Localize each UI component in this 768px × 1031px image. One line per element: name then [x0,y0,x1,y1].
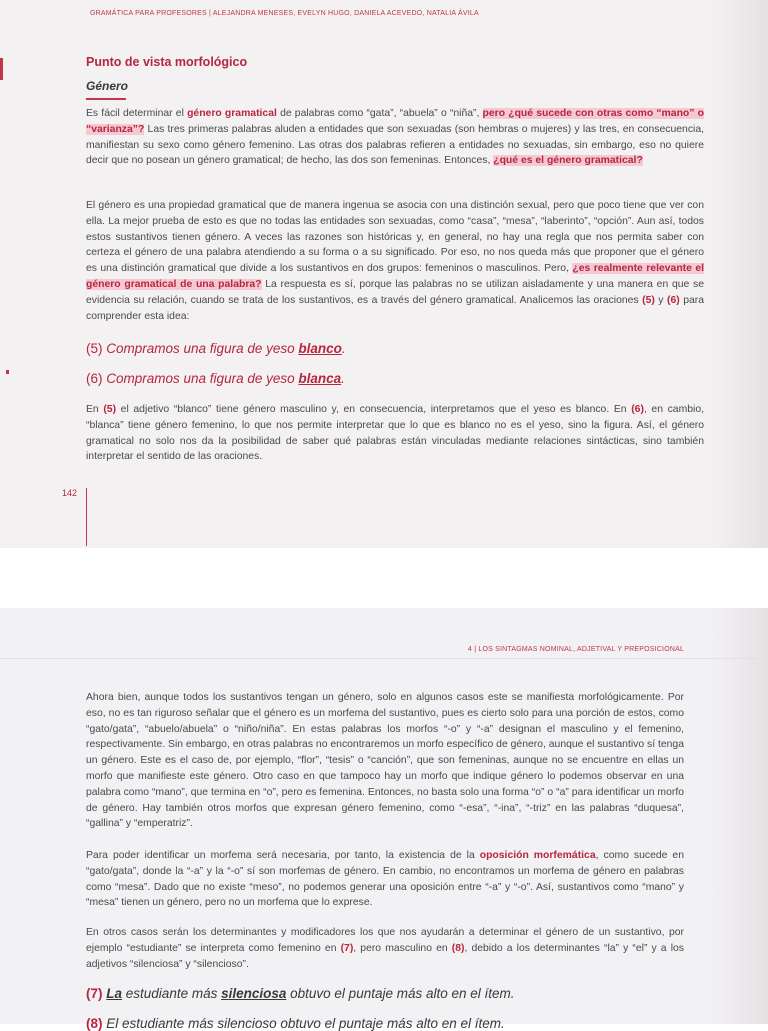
example-7: (7) La estudiante más silenciosa obtuvo el puntaje más alto en el ítem. [86,986,515,1001]
page-edge-shadow [712,608,768,1024]
page-number-rule [86,488,87,546]
highlighted-question: ¿qué es el género gramatical? [493,155,643,167]
paragraph-opposition: Para poder identificar un morfema será necesaria, por tanto, la existencia de la oposición morfemática, como sucede en “gato/gata”, donde la “-a” y la “-o” sí son morfemas de género. En cambio, no encontramos un morfema de género en palabras como “mesa”. Dado que no existe “meso”, no podemos generar una oposición entre “-a” y “-o”. Así, sustantivos como “mano” y “mesa” tienen un género, pero no un morfema que lo exprese. [86,850,684,909]
section-title: Punto de vista morfológico [86,55,248,69]
example-6: (6) Compramos una figura de yeso blanca. [86,371,345,386]
margin-mark [6,370,9,374]
header-rule [0,658,768,659]
section-tab-marker [0,58,3,80]
highlighted-question: ¿es realmente relevante el género gramatical de una palabra? [86,263,704,290]
paragraph-morphology: Ahora bien, aunque todos los sustantivos tengan un género, solo en algunos casos este se manifiesta morfológicamente. Por eso, no es tan riguroso señalar que el género es un morfema del sustantivo, pues es cierto solo para una porción de estos, como “gato/gata”, “abuelo/abuela” o “niño/niña”. En estas palabras los morfos “-o” y “-a” designan el masculino y el femenino, respectivamente. Sin embargo, en otras palabras no encontraremos un morfo específico de género, aunque el sustantivo sí tenga un género. Este es el caso de, por ejemplo, “flor”, “tesis” o “canción”, que son femeninas, aunque no se encuentre en ellas un morfo que manifieste este género. Otro caso en que tampoco hay un morfo que indique género lo podemos observar en una palabra como “mano”, que termina en “o”, pero es femenina. Entonces, no basta solo una forma “o” o “a” para identificar un morfo de género. Hay también otros morfos que expresan género femenino, como “-esa”, “-ina”, “-triz” en las palabras “duquesa”, “gallina” y “emperatriz”. [86,692,684,830]
page-gap [0,548,768,608]
highlighted-question: pero ¿qué sucede con otras como “mano” o “varianza”? [86,108,704,135]
paragraph-analysis: En (5) el adjetivo “blanco” tiene género masculino y, en consecuencia, interpretamos que el yeso es blanco. En (6), en cambio, “blanca” tiene género femenino, lo que nos permite interpretar que lo que es blanco no es el yeso, sino la figura. Así, el género gramatical no solo nos da la posibilidad de saber qué palabras están vinculadas mediante relaciones sintácticas, sino también interpretar el sentido de las oraciones. [86,404,704,463]
page-number: 142 [62,488,78,498]
running-head: GRAMÁTICA PARA PROFESORES | ALEJANDRA MENESES, EVELYN HUGO, DANIELA ACEVEDO, NATALIA ÁVILA [90,10,479,17]
example-5: (5) Compramos una figura de yeso blanco. [86,341,346,356]
example-8: (8) El estudiante más silencioso obtuvo el puntaje más alto en el ítem. [86,1016,505,1031]
paragraph-determiners: En otros casos serán los determinantes y modificadores los que nos ayudarán a determinar el género de un sustantivo, por ejemplo “estudiante” se interpreta como femenino en (7), pero masculino en (8), debido a los determinantes “la” y “el” y a los adjetivos “silenciosa” y “silencioso”. [86,927,684,970]
running-head: 4 | LOS SINTAGMAS NOMINAL, ADJETIVAL Y PREPOSICIONAL [468,646,685,653]
paragraph-gender-definition: El género es una propiedad gramatical que de manera ingenua se asocia con una distinción sexual, pero que poco tiene que ver con ella. La mejor prueba de esto es que no todas las entidades son sexuadas, como “casa”, “mesa”, “laberinto”, “opción”. Aun así, todos estos sustantivos tienen género. A veces las razones son históricas y, en general, no hay una regla que nos permita saber con certeza el género de una palabra atendiendo a su forma o a su significado. Por eso, no nos queda más que proponer que el género es una distinción gramatical que divide a los sustantivos en dos grupos: femeninos o masculinos. Pero, ¿es realmente relevante el género gramatical de una palabra? La respuesta es sí, porque las palabras no se utilizan aisladamente y una manera en que se evidencia su relación, cuando se trata de los sustantivos, es a través del género gramatical. Analicemos las oraciones (5) y (6) para comprender esta idea: [86,200,705,322]
subsection-title: Género [86,79,129,93]
paragraph-intro: Es fácil determinar el género gramatical de palabras como “gata”, “abuela” o “niña”, pero ¿qué sucede con otras como “mano” o “varianza”? Las tres primeras palabras aluden a entidades que son sexuadas (son hembras o mujeres) y las tres, en consecuencia, manifiestan su sexo como género femenino. Las otras dos palabras refieren a entidades no sexuadas, sin embargo, eso no quiere decir que no posean un género gramatical; de hecho, las dos son femeninas. Entonces, ¿qué es el género gramatical? [86,108,704,167]
subtitle-underline [86,98,126,100]
page-edge-shadow [712,0,768,548]
